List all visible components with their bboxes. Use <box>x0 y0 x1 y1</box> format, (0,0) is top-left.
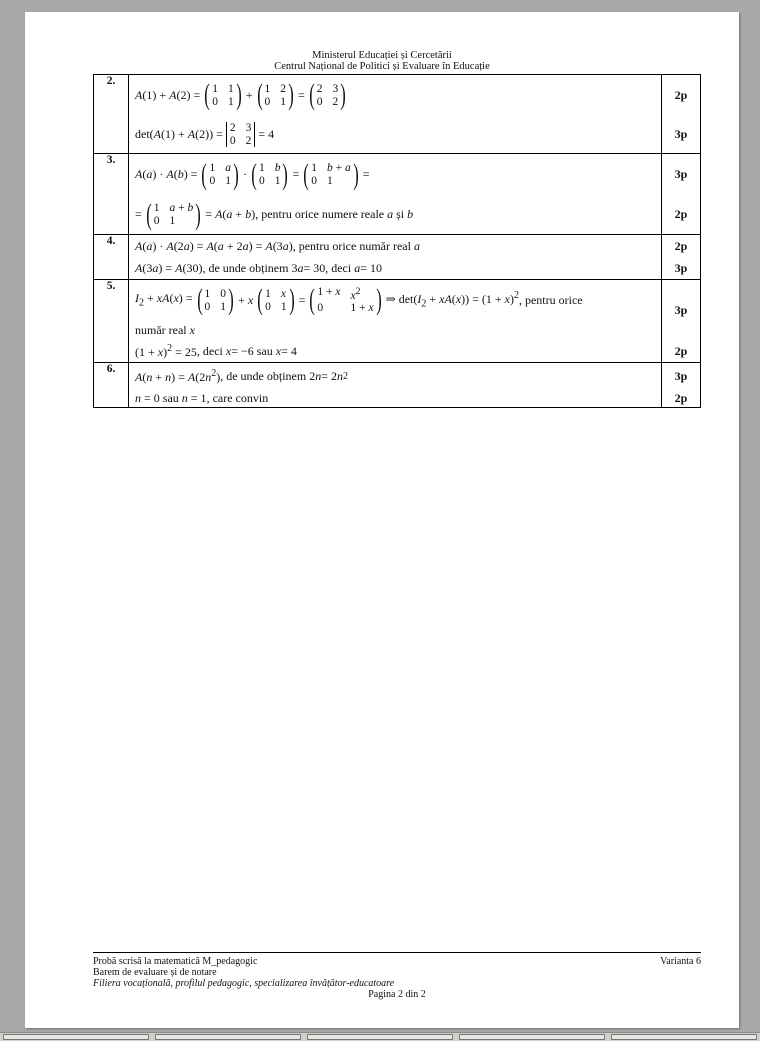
points-value: 2p <box>674 207 688 221</box>
math-line: n = 0 sau n = 1 , care convin <box>135 390 269 405</box>
solution-cell <box>129 280 662 363</box>
taskbar-button[interactable] <box>611 1034 757 1040</box>
points-value: 3p <box>674 126 688 141</box>
points-value: 2p <box>674 238 688 253</box>
points-value: 2p <box>674 343 688 358</box>
points-value: 3p <box>674 167 688 181</box>
points-cell <box>662 154 701 235</box>
header-ministry: Ministerul Educației și Cercetării <box>312 50 452 61</box>
item-number: 2. <box>94 75 129 154</box>
text-fragment: număr real <box>135 322 187 337</box>
footer-page-number: Pagina 2 din 2 <box>368 989 426 1000</box>
math-line: $A(n + n) = A(2n^2)$ , de unde obținem 2 n = 2 n 2 <box>135 367 348 384</box>
solution-cell <box>129 154 662 235</box>
math-line: A(a) · A(2a) = A(a + 2a) = A(3a) , pentru orice număr real a <box>135 238 420 253</box>
math-line: $(1 + x)^2 = 25$ , deci x = −6 sau x = 4 <box>135 342 297 359</box>
text-fragment: , care convin <box>206 390 269 405</box>
points-value: 2p <box>674 390 688 405</box>
text-fragment: , pentru orice <box>518 292 583 307</box>
footer-variant: Varianta 6 <box>660 956 701 967</box>
table-row <box>94 363 701 408</box>
header-center: Centrul Național de Politici și Evaluare în Educație <box>274 61 490 72</box>
footer-specialization: Filiera vocațională, profilul pedagogic, specializarea învățător-educatoare <box>93 978 395 989</box>
solution-cell <box>129 363 662 408</box>
points-cell <box>662 280 701 363</box>
text-fragment: și <box>396 207 405 221</box>
math-line: A(a) · A(b) = ( 1 a 0 1 ) · ( 1 b 0 1 ) = ( 1 b + a 0 1 ) = <box>135 157 370 191</box>
points-value: 2p <box>674 87 688 102</box>
solution-cell <box>129 75 662 154</box>
points-cell <box>662 235 701 280</box>
text-fragment: sau <box>256 343 273 358</box>
math-line: număr real x <box>135 322 195 337</box>
points-value: 3p <box>674 368 688 383</box>
table-row <box>94 235 701 280</box>
math-line: A(3a) = A(30) , de unde obținem 3 a = 30 , deci a = 10 <box>135 260 382 275</box>
footer-barem: Barem de evaluare și de notare <box>93 967 217 978</box>
taskbar-button[interactable] <box>155 1034 301 1040</box>
table-row <box>94 75 701 154</box>
document-page <box>25 12 739 1028</box>
table-row <box>94 154 701 235</box>
item-number: 6. <box>94 363 129 408</box>
text-fragment: , pentru orice numere reale <box>255 207 385 221</box>
math-line: det(A(1) + A(2)) = 2 3 0 2 = 4 <box>135 121 275 147</box>
math-line: $I_2 + xA(x)$ = ( 1 0 0 1 ) + x ( 1 x 0 1 ) = ( 1 + x $x^2$ 0 1 + x ) ⇒ $\det(I_2 + xA(x)) = (1 + x)^2$ , pentru orice <box>135 282 583 316</box>
document-footer <box>93 952 701 1000</box>
math-line: = ( 1 a + b 0 1 ) = A(a + b) , pentru orice numere reale a și b <box>135 197 414 231</box>
taskbar-button[interactable] <box>3 1034 149 1040</box>
footer-exam-title: Probă scrisă la matematică M_pedagogic <box>93 956 258 967</box>
document-header <box>25 50 739 72</box>
text-fragment: , deci <box>325 260 352 275</box>
text-fragment: sau <box>162 390 179 405</box>
points-cell <box>662 363 701 408</box>
points-cell <box>662 75 701 154</box>
grading-table <box>93 74 701 408</box>
table-row <box>94 280 701 363</box>
points-value: 3p <box>674 302 688 317</box>
solution-cell <box>129 235 662 280</box>
item-number: 5. <box>94 280 129 363</box>
text-fragment: , de unde obținem <box>220 368 307 383</box>
text-fragment: , pentru orice număr real <box>292 238 411 253</box>
taskbar-button[interactable] <box>307 1034 453 1040</box>
taskbar-button[interactable] <box>459 1034 605 1040</box>
math-line: A(1) + A(2) = ( 1 1 0 1 ) + ( 1 2 0 1 ) = ( 2 3 0 2 ) <box>135 78 347 111</box>
points-value: 3p <box>674 260 688 275</box>
text-fragment: , de unde obținem <box>202 260 289 275</box>
text-fragment: , deci <box>196 343 223 358</box>
taskbar <box>0 1032 760 1041</box>
item-number: 3. <box>94 154 129 235</box>
item-number: 4. <box>94 235 129 280</box>
